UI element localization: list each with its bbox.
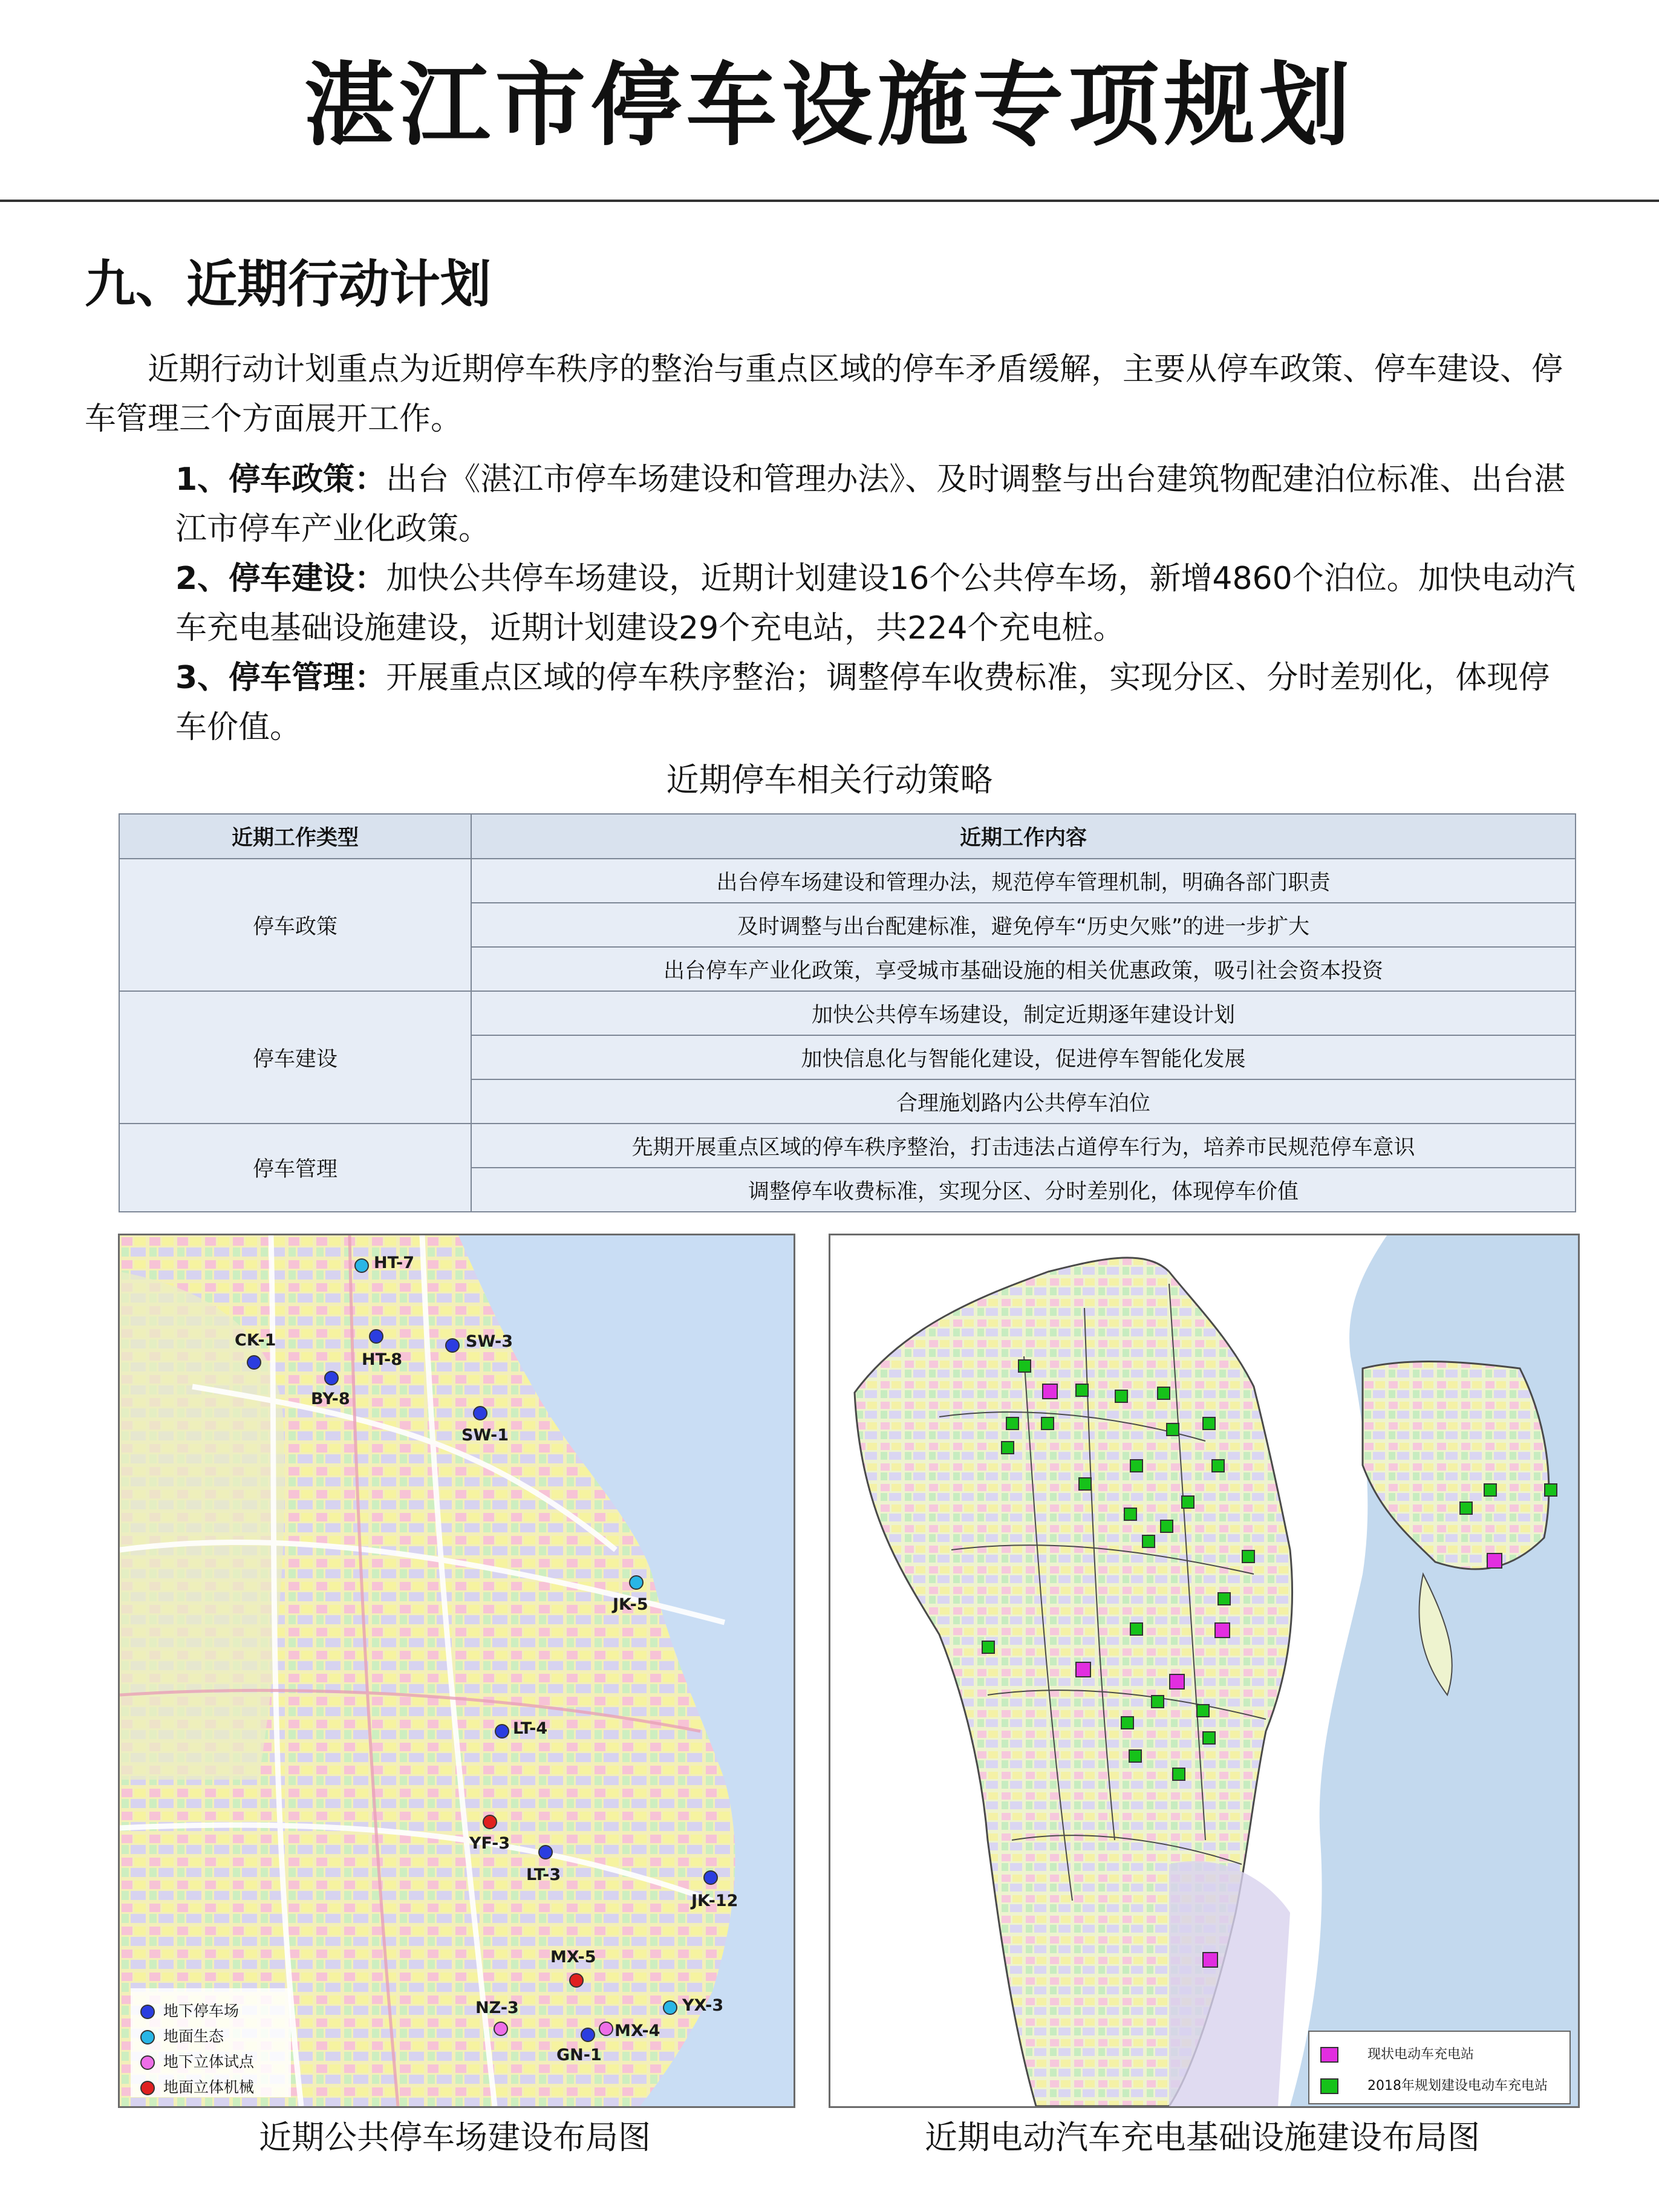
legend-marker xyxy=(140,2030,155,2044)
action-label: 1、停车政策： xyxy=(175,461,386,498)
legend-label: 地面立体机械 xyxy=(163,2078,255,2096)
action-text: 出台《湛江市停车场建设和管理办法》、及时调整与出台建筑物配建泊位标准、出台湛江市停车产业化政策。 xyxy=(175,461,1566,547)
existing-station-marker xyxy=(1487,1553,1502,1569)
legend-label: 地下停车场 xyxy=(163,2002,240,2020)
map-caption-right: 近期电动汽车充电基础设施建设布局图 xyxy=(925,2118,1480,2156)
legend-item xyxy=(1320,2044,1474,2063)
content-cell: 及时调整与出台配建标准，避免停车“历史欠账”的进一步扩大 xyxy=(471,903,1576,947)
planned-station-marker xyxy=(1484,1483,1497,1497)
parking-site-marker xyxy=(581,2028,595,2042)
legend-item xyxy=(140,2050,254,2072)
legend-item xyxy=(140,1999,239,2021)
planned-station-marker xyxy=(1202,1731,1216,1745)
legend-item xyxy=(140,2075,254,2097)
map-legend xyxy=(131,1988,291,2097)
page-title: 湛江市停车设施专项规划 xyxy=(304,53,1355,158)
planned-station-marker xyxy=(1459,1501,1473,1515)
planned-station-marker xyxy=(1157,1387,1170,1400)
parking-site-marker xyxy=(663,2000,677,2015)
parking-site-marker xyxy=(494,2022,508,2036)
planned-station-marker xyxy=(1075,1384,1089,1397)
existing-station-marker xyxy=(1169,1674,1185,1690)
parking-site-marker xyxy=(495,1724,509,1739)
map-caption-left: 近期公共停车场建设布局图 xyxy=(259,2118,651,2156)
category-cell: 停车政策 xyxy=(119,859,471,991)
planned-station-marker xyxy=(1544,1483,1557,1497)
parking-site-marker xyxy=(599,2022,613,2036)
map-base-right xyxy=(830,1235,1578,2106)
content-cell: 出台停车产业化政策，享受城市基础设施的相关优惠政策，吸引社会资本投资 xyxy=(471,947,1576,991)
parking-site-label: HT-7 xyxy=(374,1254,415,1272)
planned-station-marker xyxy=(1242,1550,1255,1563)
category-cell: 停车管理 xyxy=(119,1124,471,1212)
table-row xyxy=(119,859,1576,903)
parking-site-label: MX-4 xyxy=(614,2022,660,2040)
parking-site-marker xyxy=(369,1329,383,1344)
parking-site-marker xyxy=(473,1406,487,1420)
planned-station-marker xyxy=(1018,1359,1031,1373)
content-cell: 出台停车场建设和管理办法，规范停车管理机制，明确各部门职责 xyxy=(471,859,1576,903)
parking-site-marker xyxy=(445,1338,460,1353)
content-cell: 调整停车收费标准，实现分区、分时差别化，体现停车价值 xyxy=(471,1168,1576,1212)
content-cell: 先期开展重点区域的停车秩序整治，打击违法占道停车行为，培养市民规范停车意识 xyxy=(471,1124,1576,1168)
planned-station-marker xyxy=(1202,1417,1216,1430)
parking-site-label: BY-8 xyxy=(311,1390,350,1408)
action-item-management xyxy=(175,653,1579,752)
content-cell: 加快信息化与智能化建设，促进停车智能化发展 xyxy=(471,1035,1576,1079)
parking-site-label: YF-3 xyxy=(469,1834,510,1853)
action-item-policy xyxy=(175,455,1579,554)
table-header-row xyxy=(119,814,1576,859)
planned-station-marker xyxy=(1130,1622,1143,1636)
parking-site-marker xyxy=(324,1371,339,1385)
legend-marker xyxy=(140,2005,155,2019)
parking-site-label: JK-12 xyxy=(691,1892,738,1910)
header-content: 近期工作内容 xyxy=(471,814,1576,859)
table-caption: 近期停车相关行动策略 xyxy=(666,761,993,799)
parking-site-label: LT-4 xyxy=(513,1719,548,1738)
action-label: 3、停车管理： xyxy=(175,660,386,696)
parking-site-marker xyxy=(247,1355,261,1370)
planned-station-marker xyxy=(1041,1417,1054,1430)
category-cell: 停车建设 xyxy=(119,991,471,1124)
action-item-construction xyxy=(175,554,1579,653)
action-text: 加快公共停车场建设，近期计划建设16个公共停车场，新增4860个泊位。加快电动汽车充电基础设施建设，近期计划建设29个充电站，共224个充电桩。 xyxy=(175,561,1576,646)
planned-station-marker xyxy=(1142,1535,1155,1548)
content-cell: 加快公共停车场建设，制定近期逐年建设计划 xyxy=(471,991,1576,1035)
existing-station-marker xyxy=(1075,1662,1091,1677)
parking-site-marker xyxy=(483,1815,497,1829)
parking-site-label: GN-1 xyxy=(556,2046,602,2064)
table-row xyxy=(119,1124,1576,1168)
existing-station-marker xyxy=(1202,1952,1218,1968)
planned-station-marker xyxy=(1166,1423,1179,1436)
parking-site-marker xyxy=(703,1870,718,1885)
planned-station-marker xyxy=(1211,1459,1225,1472)
planned-station-marker xyxy=(1181,1495,1195,1509)
action-text: 开展重点区域的停车秩序整治；调整停车收费标准，实现分区、分时差别化，体现停车价值。 xyxy=(175,660,1550,746)
parking-site-label: JK-5 xyxy=(613,1595,648,1614)
planned-station-marker xyxy=(1217,1592,1231,1605)
legend-item xyxy=(140,2025,224,2046)
charging-layout-map xyxy=(829,1234,1580,2108)
parking-site-label: MX-5 xyxy=(550,1948,596,1966)
parking-site-marker xyxy=(569,1973,584,1988)
section-heading: 九、近期行动计划 xyxy=(85,255,492,314)
legend-marker xyxy=(1320,2047,1338,2063)
existing-station-marker xyxy=(1042,1384,1058,1399)
legend-label: 地面生态 xyxy=(163,2028,224,2045)
parking-site-marker xyxy=(629,1575,644,1590)
planned-station-marker xyxy=(1121,1716,1134,1729)
legend-label: 地下立体试点 xyxy=(163,2053,255,2070)
planned-station-marker xyxy=(1001,1441,1014,1454)
planned-station-marker xyxy=(982,1641,995,1654)
planned-station-marker xyxy=(1124,1508,1137,1521)
existing-station-marker xyxy=(1214,1622,1230,1638)
intro-paragraph: 近期行动计划重点为近期停车秩序的整治与重点区域的停车矛盾缓解，主要从停车政策、停车建设、停车管理三个方面展开工作。 xyxy=(85,351,1563,437)
legend-label: 现状电动车充电站 xyxy=(1367,2047,1475,2062)
planned-station-marker xyxy=(1151,1695,1164,1708)
legend-marker xyxy=(1320,2078,1338,2094)
table-row xyxy=(119,991,1576,1035)
planned-station-marker xyxy=(1160,1520,1173,1533)
parking-site-label: SW-1 xyxy=(461,1426,509,1445)
content-cell: 合理施划路内公共停车泊位 xyxy=(471,1079,1576,1124)
planned-station-marker xyxy=(1196,1704,1210,1717)
action-list xyxy=(175,455,1579,752)
planned-station-marker xyxy=(1006,1417,1019,1430)
parking-site-label: HT-8 xyxy=(362,1350,403,1369)
legend-marker xyxy=(140,2055,155,2070)
parking-site-label: YX-3 xyxy=(682,1996,724,2015)
planned-station-marker xyxy=(1129,1749,1142,1763)
parking-site-label: SW-3 xyxy=(466,1332,513,1351)
strategy-table xyxy=(119,813,1576,1212)
planned-station-marker xyxy=(1172,1768,1185,1781)
planned-station-marker xyxy=(1115,1390,1128,1403)
legend-label: 2018年规划建设电动车充电站 xyxy=(1367,2078,1548,2093)
legend-marker xyxy=(140,2081,155,2095)
map-legend xyxy=(1308,2031,1571,2104)
parking-site-label: CK-1 xyxy=(235,1331,276,1350)
planned-station-marker xyxy=(1078,1477,1092,1491)
parking-site-marker xyxy=(538,1845,553,1859)
parking-site-marker xyxy=(354,1258,369,1273)
map-base-left xyxy=(120,1235,794,2106)
action-label: 2、停车建设： xyxy=(175,561,386,597)
parking-site-label: LT-3 xyxy=(526,1866,561,1884)
header-type: 近期工作类型 xyxy=(119,814,471,859)
legend-item xyxy=(1320,2075,1548,2094)
parking-layout-map xyxy=(118,1234,795,2108)
title-divider xyxy=(0,200,1659,202)
planned-station-marker xyxy=(1130,1459,1143,1472)
parking-site-label: NZ-3 xyxy=(475,1999,519,2017)
